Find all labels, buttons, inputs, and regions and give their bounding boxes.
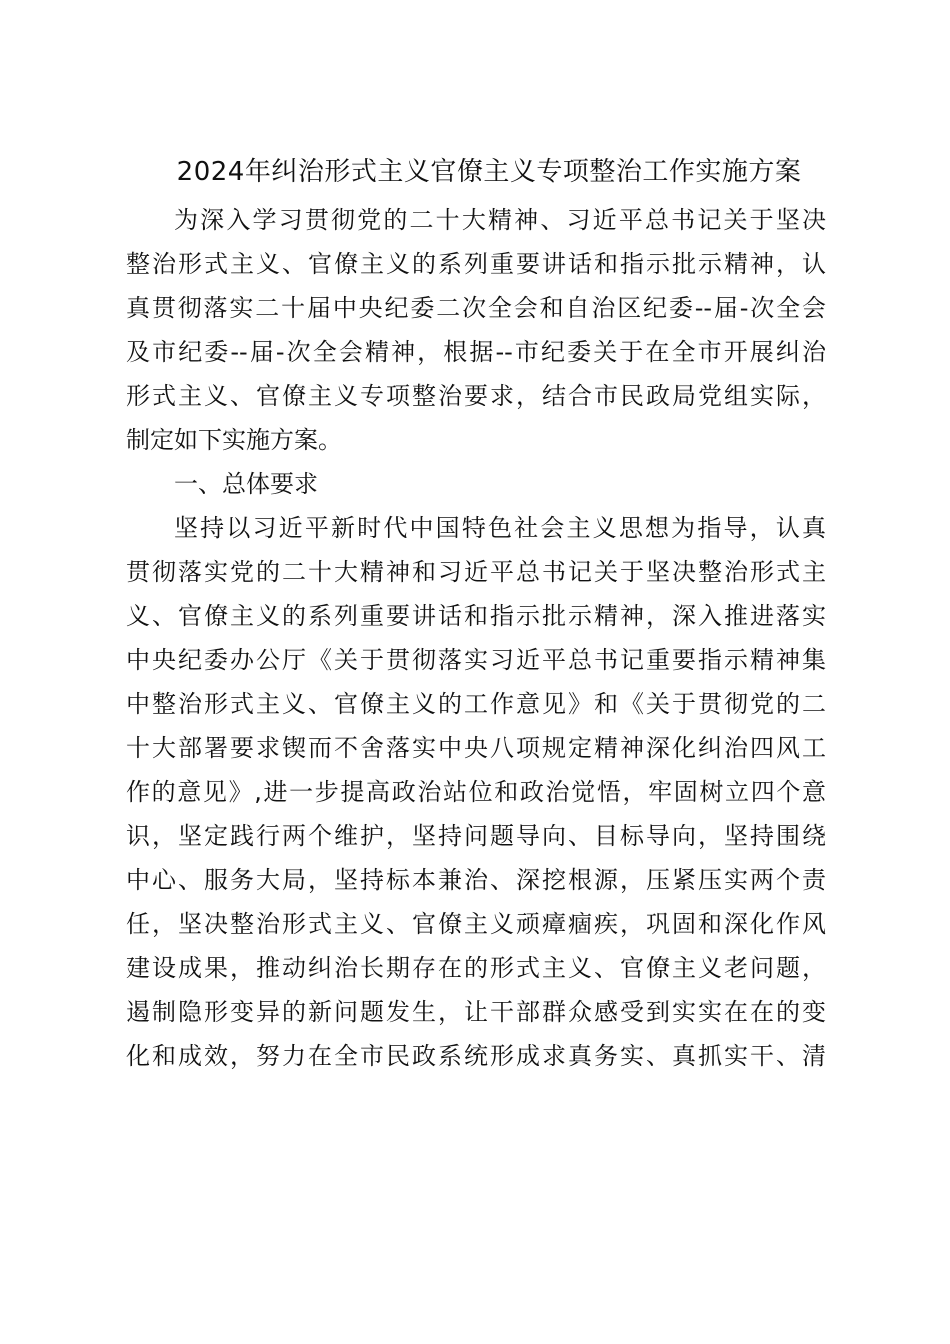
paragraph-line: 为深入学习贯彻党的二十大精神、习近平总书记关于坚决 xyxy=(174,206,826,234)
paragraph-line: 制定如下实施方案。 xyxy=(126,426,342,454)
paragraph-line: 整治形式主义、官僚主义的系列重要讲话和指示批示精神，认 xyxy=(126,250,826,278)
paragraph-line: 建设成果，推动纠治长期存在的形式主义、官僚主义老问题， xyxy=(126,954,826,982)
paragraph-line: 及市纪委--届-次全会精神，根据--市纪委关于在全市开展纠治 xyxy=(126,338,826,366)
section-heading: 一、总体要求 xyxy=(174,470,318,498)
paragraph-line: 中整治形式主义、官僚主义的工作意见》和《关于贯彻党的二 xyxy=(126,690,826,718)
paragraph-line: 义、官僚主义的系列重要讲话和指示批示精神，深入推进落实 xyxy=(126,602,826,630)
paragraph-line: 贯彻落实党的二十大精神和习近平总书记关于坚决整治形式主 xyxy=(126,558,826,586)
intro-paragraph xyxy=(126,198,826,462)
document-body xyxy=(126,198,826,1078)
paragraph-line: 中央纪委办公厅《关于贯彻落实习近平总书记重要指示精神集 xyxy=(126,646,826,674)
paragraph-line: 形式主义、官僚主义专项整治要求，结合市民政局党组实际， xyxy=(126,382,826,410)
requirements-paragraph xyxy=(126,506,826,1078)
paragraph-line: 遏制隐形变异的新问题发生，让干部群众感受到实实在在的变 xyxy=(126,998,826,1026)
paragraph-line: 真贯彻落实二十届中央纪委二次全会和自治区纪委--届-次全会 xyxy=(126,294,826,322)
paragraph-line: 识，坚定践行两个维护，坚持问题导向、目标导向，坚持围绕 xyxy=(126,822,826,850)
paragraph-line: 十大部署要求锲而不舍落实中央八项规定精神深化纠治四风工 xyxy=(126,734,826,762)
paragraph-line: 中心、服务大局，坚持标本兼治、深挖根源，压紧压实两个责 xyxy=(126,866,826,894)
paragraph-line: 作的意见》,进一步提高政治站位和政治觉悟，牢固树立四个意 xyxy=(126,778,826,806)
paragraph-line: 坚持以习近平新时代中国特色社会主义思想为指导，认真 xyxy=(174,514,826,542)
document-title: 2024年纠治形式主义官僚主义专项整治工作实施方案 xyxy=(176,157,802,187)
paragraph-line: 任，坚决整治形式主义、官僚主义顽瘴痼疾，巩固和深化作风 xyxy=(126,910,826,938)
paragraph-line: 化和成效，努力在全市民政系统形成求真务实、真抓实干、清 xyxy=(126,1042,826,1070)
